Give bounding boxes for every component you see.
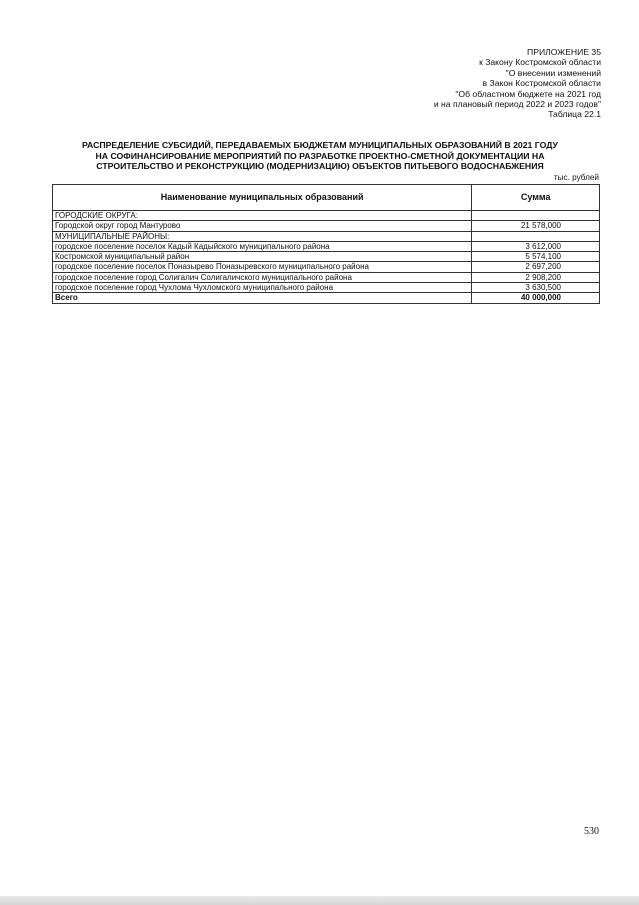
title-line: НА СОФИНАНСИРОВАНИЕ МЕРОПРИЯТИЙ ПО РАЗРАБОТКЕ ПРОЕКТНО-СМЕТНОЙ ДОКУМЕНТАЦИИ НА: [95, 150, 545, 161]
appendix-line: в Закон Костромской области: [482, 78, 601, 89]
table-row: [53, 252, 600, 262]
row-sum: [472, 231, 600, 241]
row-sum: 2 908,200: [472, 272, 600, 282]
row-name: городское поселение город Чухлома Чухломского муниципального района: [53, 283, 472, 293]
row-sum: 3 612,000: [472, 241, 600, 251]
table-row: [53, 241, 600, 251]
row-name: городское поселение поселок Кадый Кадыйского муниципального района: [53, 241, 472, 251]
title-line: РАСПРЕДЕЛЕНИЕ СУБСИДИЙ, ПЕРЕДАВАЕМЫХ БЮДЖЕТАМ МУНИЦИПАЛЬНЫХ ОБРАЗОВАНИЙ В 2021 ГОДУ: [82, 140, 558, 150]
row-sum: 3 630,500: [472, 283, 600, 293]
subsidy-table: [52, 184, 600, 304]
table-row: [53, 283, 600, 293]
row-sum: 21 578,000: [472, 221, 600, 231]
row-name: Костромской муниципальный район: [53, 252, 472, 262]
document-title: [40, 140, 600, 172]
table-row: [53, 262, 600, 272]
units-label: тыс. рублей: [553, 173, 599, 182]
row-sum: 5 574,100: [472, 252, 600, 262]
appendix-line: ПРИЛОЖЕНИЕ 35: [527, 47, 601, 57]
row-name: городское поселение город Солигалич Солигаличского муниципального района: [53, 272, 472, 282]
row-sum: 2 697,200: [472, 262, 600, 272]
row-name: городское поселение поселок Поназырево Поназыревского муниципального района: [53, 262, 472, 272]
page-number: 530: [584, 826, 599, 837]
appendix-line: "Об областном бюджете на 2021 год: [455, 88, 601, 99]
total-label: Всего: [53, 293, 472, 303]
appendix-header: [434, 47, 601, 120]
column-header-name: Наименование муниципальных образований: [53, 185, 472, 211]
table-row: [53, 231, 600, 241]
row-name: МУНИЦИПАЛЬНЫЕ РАЙОНЫ:: [53, 231, 472, 241]
appendix-line: и на плановый период 2022 и 2023 годов": [433, 99, 601, 110]
total-sum: 40 000,000: [472, 293, 600, 303]
column-header-sum: Сумма: [472, 185, 600, 211]
row-name: ГОРОДСКИЕ ОКРУГА:: [53, 211, 472, 221]
row-name: Городской округ город Мантурово: [53, 221, 472, 231]
table-number: Таблица 22.1: [548, 109, 601, 120]
table-row: [53, 211, 600, 221]
title-line: СТРОИТЕЛЬСТВО И РЕКОНСТРУКЦИЮ (МОДЕРНИЗАЦИЮ) ОБЪЕКТОВ ПИТЬЕВОГО ВОДОСНАБЖЕНИЯ: [96, 161, 544, 171]
total-row: [53, 293, 600, 303]
table-header-row: [53, 185, 600, 211]
appendix-line: к Закону Костромской области: [479, 57, 601, 68]
table-row: [53, 221, 600, 231]
scan-edge: [0, 896, 639, 905]
row-sum: [472, 211, 600, 221]
appendix-line: "О внесении изменений: [505, 67, 601, 78]
table-row: [53, 272, 600, 282]
